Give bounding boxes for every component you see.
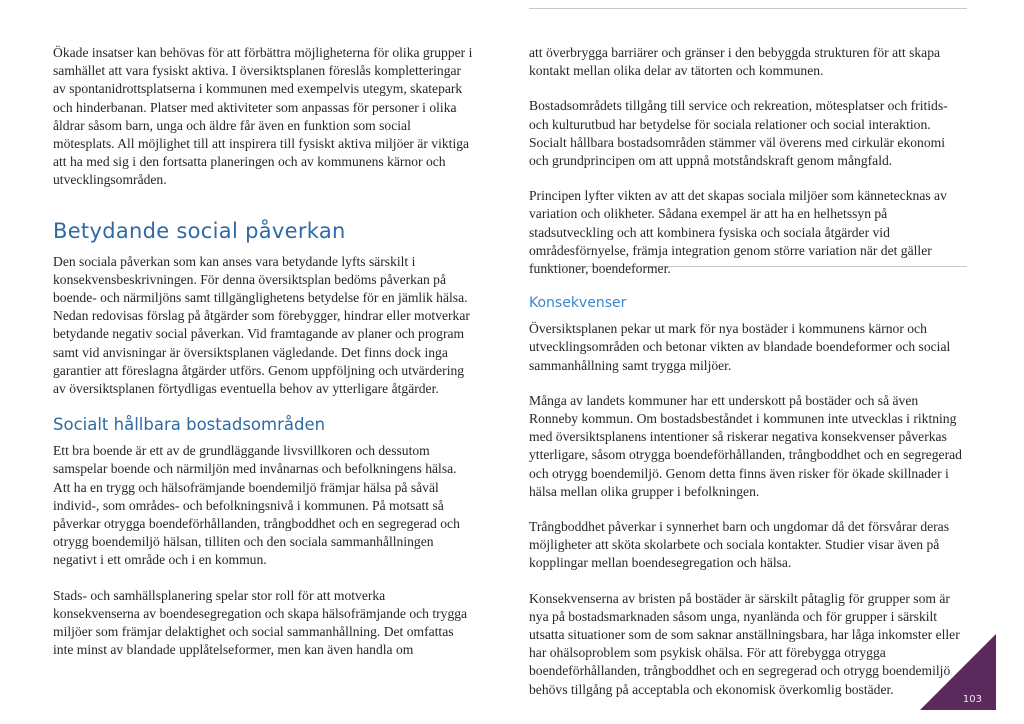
paragraph-principle: Principen lyfter vikten av att det skapas sociala miljöer som kännetecknas av variation och olikheter. Sådana exempel är att ha en helhetssyn på stadsutveckling och att kombinera fysiska och sociala åtgärder vid områdesförnyelse, främja integration genom större variation när det gäller funktioner, boendeformer.	[529, 188, 947, 277]
heading-betydande-social-paverkan: Betydande social påverkan	[53, 218, 346, 243]
heading-konsekvenser: Konsekvenser	[529, 295, 627, 312]
paragraph-consequences: Konsekvenserna av bristen på bostäder är särskilt påtaglig för grupper som är nya på bostadsmarknaden såsom unga, nyanlända och för grupper i särskilt utsatta situationer som de som saknar anställningsbara, har låga inkomster eller har ohälsoproblem som psykisk ohälsa. För att förebygga otrygga boendeförhållanden, trångboddhet och en segregerad och otrygg boendemiljö behövs tillgång på acceptabla och ekonomisk överkomlig bostäder.	[529, 590, 960, 697]
paragraph-service-access: Bostadsområdets tillgång till service och rekreation, mötesplatser och fritids- och kulturutbud har betydelse för sociala relationer och social interaktion. Socialt hållbara bostadsområden stämmer väl överens med cirkulär ekonomi och grundprincipen om att uppnå motståndskraft genom mångfald.	[529, 98, 948, 169]
page-number: 103	[962, 694, 982, 705]
paragraph-housing: Ett bra boende är ett av de grundläggande livsvillkoren och dessutom samspelar boende och närmiljön med invånarnas och befolkningens hälsa. Att ha en trygg och hälsofrämjande boendemiljö främjar hälsa på såväl individ-, som områdes- och befolkningsnivå i kommunen. På motsatt så påverkar otrygga boendeförhållanden, trångboddhet och en segregerad och otrygg boendemiljö hälsan, tilliten och den sociala sammanhållningen negativt i ett område och i en kommun.	[53, 443, 460, 568]
right-column	[529, 44, 967, 716]
left-column	[53, 44, 473, 676]
paragraph-planning: Stads- och samhällsplanering spelar stor roll för att motverka konsekvenserna av boendesegregation och skapa hälsofrämjande och trygga miljöer som främjar delaktighet och social sammanhållning. Det omfattas inte minst av blandade upplåtelseformer, men kan även handla om	[53, 587, 468, 658]
paragraph-barriers: att överbrygga barriärer och gränser i den bebyggda strukturen för att skapa kontakt mellan olika delar av tätorten och kommunen.	[529, 45, 941, 79]
heading-socialt-hallbara-bostadsomraden: Socialt hållbara bostadsområden	[53, 415, 326, 435]
top-divider	[529, 8, 967, 9]
paragraph-plan-points: Översiktsplanen pekar ut mark för nya bostäder i kommunens kärnor och utvecklingsområden och betonar vikten av blandade boendeformer och social sammanhållning samt trygga miljöer.	[529, 321, 951, 373]
paragraph-overcrowding: Trångboddhet påverkar i synnerhet barn och ungdomar då det försvårar deras möjligheter att sköta skolarbete och sociala kontakter. Studier visar även på kopplingar mellan boendesegregation och hälsa.	[529, 519, 950, 571]
paragraph-housing-shortage: Många av landets kommuner har ett underskott på bostäder och så även Ronneby kommun. Om bostadsbeståndet i kommunen inte utvecklas i riktning med översiktsplanens intentioner så riskerar negativa konsekvenser påverkas ytterligare, såsom otrygga boendeförhållanden, trångboddhet och en segregerad och otrygg boendemiljö. Genom detta finns även risker för ökade skillnader i hälsa mellan olika grupper i befolkningen.	[529, 392, 962, 499]
paragraph-social-impact: Den sociala påverkan som kan anses vara betydande lyfts särskilt i konsekvensbeskrivningen. För denna översiktsplan bedöms påverkan på boende- och närmiljöns samt tillgänglighetens betydelse för en jämlik hälsa. Nedan redovisas förslag på åtgärder som förebygger, hindrar eller motverkar betydande negativ social påverkan. Vid framtagande av planer och program samt vid anvisningar är översiktsplanen vägledande. Det finns dock inga garantier att föreslagna åtgärder utförs. Genom uppföljning och utvärdering av översiktsplanen förtydligas eventuella behov av ytterligare åtgärder.	[53, 253, 470, 397]
paragraph-physical-activity: Ökade insatser kan behövas för att förbättra möjligheterna för olika grupper i samhället att vara fysiskt aktiva. I översiktsplanen föreslås kompletteringar av spontanidrottsplatserna i kommunen med exempelvis utegym, skatepark och hinderbanan. Platser med aktiviteter som anpassas för personer i olika åldrar såsom barn, unga och äldre får även en funktion som social mötesplats. All möjlighet till att inspirera till fysiskt aktiva miljöer är viktiga att ha med sig i den fortsatta planeringen och av kommunens kärnor och utvecklingsområden.	[53, 45, 473, 188]
